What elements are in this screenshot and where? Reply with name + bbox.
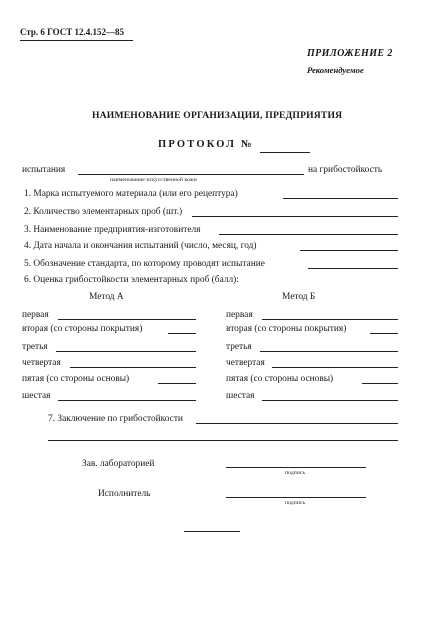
organization-title: НАИМЕНОВАНИЕ ОРГАНИЗАЦИИ, ПРЕДПРИЯТИЯ: [92, 110, 343, 121]
lab-head-label: Зав. лабораторией: [82, 459, 155, 469]
method-b-row-3: третья: [226, 342, 252, 352]
test-line-suffix: на грибостойкость: [308, 165, 383, 175]
method-b-row-1-field[interactable]: [262, 319, 398, 320]
appendix-label: ПРИЛОЖЕНИЕ 2: [307, 48, 393, 59]
method-a-row-1: первая: [22, 310, 49, 320]
method-a-row-2-field[interactable]: [168, 333, 196, 334]
material-brand-field[interactable]: [283, 198, 398, 199]
item-manufacturer: 3. Наименование предприятия-изготовителя: [24, 225, 201, 235]
item-standard: 5. Обозначение стандарта, по которому проводят испытание: [24, 259, 265, 269]
lab-head-signature-caption: подпись: [285, 470, 306, 476]
method-a-row-2: вторая (со стороны покрытия): [22, 324, 143, 334]
method-b-row-6: шестая: [226, 391, 255, 401]
method-a-row-3-field[interactable]: [56, 351, 196, 352]
method-a-row-4-field[interactable]: [70, 367, 196, 368]
method-b-row-1: первая: [226, 310, 253, 320]
method-a-row-6: шестая: [22, 391, 51, 401]
method-a-title: Метод А: [89, 292, 124, 302]
method-b-row-3-field[interactable]: [260, 351, 398, 352]
method-a-row-5: пятая (со стороны основы): [22, 374, 130, 384]
method-a-row-4: четвертая: [22, 358, 61, 368]
method-b-row-4: четвертая: [226, 358, 265, 368]
method-b-row-5: пятая (со стороны основы): [226, 374, 334, 384]
manufacturer-field[interactable]: [219, 234, 398, 235]
item-material-brand: 1. Марка испытуемого материала (или его рецептура): [24, 189, 238, 199]
item-evaluation: 6. Оценка грибостойкости элементарных проб (балл):: [24, 275, 239, 285]
conclusion-field-2[interactable]: [48, 440, 398, 441]
item-test-dates: 4. Дата начала и окончания испытаний (число, месяц, год): [24, 241, 257, 251]
method-b-row-4-field[interactable]: [272, 367, 398, 368]
executor-label: Исполнитель: [98, 489, 151, 499]
appendix-note: Рекомендуемое: [307, 65, 364, 75]
method-b-row-2-field[interactable]: [370, 333, 398, 334]
leather-name-caption: наименование искусственной кожи: [110, 177, 197, 183]
executor-signature-field[interactable]: [226, 497, 366, 498]
test-dates-field[interactable]: [300, 250, 398, 251]
executor-signature-caption: подпись: [285, 500, 306, 506]
sample-count-field[interactable]: [192, 216, 398, 217]
method-b-row-6-field[interactable]: [262, 400, 398, 401]
standard-field[interactable]: [308, 268, 398, 269]
protocol-number-field[interactable]: [260, 152, 310, 153]
method-b-row-5-field[interactable]: [362, 383, 398, 384]
method-a-row-1-field[interactable]: [58, 319, 196, 320]
method-b-row-2: вторая (со стороны покрытия): [226, 324, 347, 334]
method-a-row-5-field[interactable]: [158, 383, 196, 384]
conclusion-field[interactable]: [196, 423, 398, 424]
protocol-title: ПРОТОКОЛ №: [158, 139, 254, 150]
lab-head-signature-field[interactable]: [226, 467, 366, 468]
conclusion-label: 7. Заключение по грибостойкости: [48, 414, 183, 424]
method-b-title: Метод Б: [282, 292, 316, 302]
page-reference: Стр. 6 ГОСТ 12.4.152—85: [20, 27, 125, 37]
method-a-row-3: третья: [22, 342, 48, 352]
item-sample-count: 2. Количество элементарных проб (шт.): [24, 207, 183, 217]
closing-rule: [184, 531, 240, 532]
test-line-prefix: испытания: [22, 165, 66, 175]
header-rule: [20, 40, 133, 41]
leather-name-field[interactable]: [78, 174, 304, 175]
method-a-row-6-field[interactable]: [58, 400, 196, 401]
